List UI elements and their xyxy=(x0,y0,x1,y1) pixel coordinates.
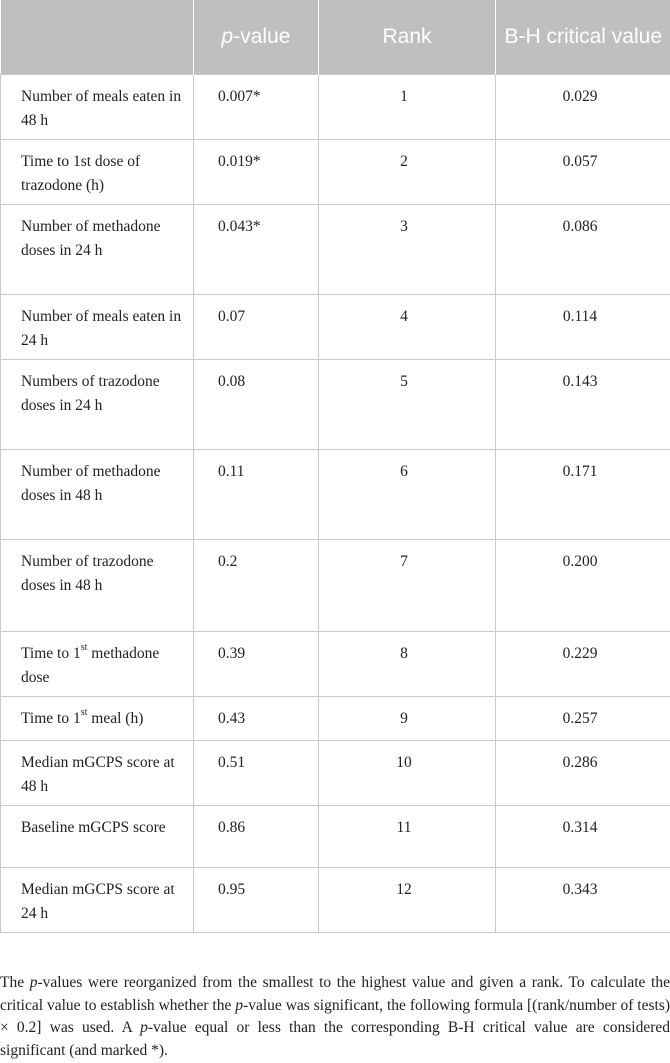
measure-text: Median mGCPS score at 24 h xyxy=(21,880,175,922)
cell-bh-critical: 0.057 xyxy=(496,139,670,204)
cell-p-value: 0.95 xyxy=(194,867,319,932)
cell-p-value: 0.08 xyxy=(194,359,319,449)
header-p-rest: -value xyxy=(233,24,291,48)
table-row xyxy=(1,294,670,359)
cell-rank: 8 xyxy=(319,631,496,696)
footnote-p3-text: -value equal or less than the corresponding B-H critical value are considered significant (and marked *). xyxy=(0,1019,670,1060)
cell-bh-critical: 0.171 xyxy=(496,449,670,539)
cell-p-value: 0.43 xyxy=(194,696,319,740)
footnote-p1-italic: p xyxy=(29,974,38,991)
cell-measure xyxy=(1,359,194,449)
table-row xyxy=(1,696,670,740)
measure-text: Number of trazodone doses in 48 h xyxy=(21,552,154,594)
cell-measure xyxy=(1,539,194,631)
table-row xyxy=(1,631,670,696)
measure-superscript: st xyxy=(80,642,88,654)
cell-rank: 3 xyxy=(319,204,496,294)
measure-text: Numbers of trazodone doses in 24 h xyxy=(21,372,160,414)
cell-measure xyxy=(1,74,194,139)
cell-rank: 11 xyxy=(319,805,496,867)
cell-bh-critical: 0.200 xyxy=(496,539,670,631)
header-bh-critical: B-H critical value xyxy=(504,24,663,48)
cell-measure xyxy=(1,740,194,805)
table-row xyxy=(1,74,670,139)
cell-rank: 9 xyxy=(319,696,496,740)
header-p-italic: p xyxy=(221,24,234,48)
cell-rank: 2 xyxy=(319,139,496,204)
table-body xyxy=(1,74,670,932)
footnote-p1-text: -values were reorganized from the smallest to the highest value and given a rank. To calculate the critical value to establish whether the xyxy=(0,974,670,1014)
measure-text: Number of meals eaten in 48 h xyxy=(21,87,182,129)
measure-superscript: st xyxy=(80,707,88,719)
measure-text: Time to 1 xyxy=(21,709,81,727)
header-rank: Rank xyxy=(319,0,496,74)
cell-p-value: 0.11 xyxy=(194,449,319,539)
table-row xyxy=(1,867,670,932)
cell-bh-critical: 0.029 xyxy=(496,74,670,139)
cell-rank: 12 xyxy=(319,867,496,932)
cell-bh-critical: 0.343 xyxy=(496,867,670,932)
cell-rank: 7 xyxy=(319,539,496,631)
header-p-value xyxy=(194,0,319,74)
measure-text: Number of methadone doses in 24 h xyxy=(21,217,161,259)
measure-text: Number of methadone doses in 48 h xyxy=(21,462,161,504)
measure-text: Time to 1st dose of trazodone (h) xyxy=(21,152,141,194)
cell-measure xyxy=(1,696,194,740)
cell-p-value: 0.07 xyxy=(194,294,319,359)
cell-bh-critical: 0.143 xyxy=(496,359,670,449)
cell-measure xyxy=(1,805,194,867)
cell-p-value: 0.019* xyxy=(194,139,319,204)
cell-rank: 4 xyxy=(319,294,496,359)
table-row xyxy=(1,359,670,449)
cell-bh-critical: 0.257 xyxy=(496,696,670,740)
cell-measure xyxy=(1,631,194,696)
measure-text: Baseline mGCPS score xyxy=(21,818,166,836)
measure-tail: meal (h) xyxy=(87,709,144,727)
cell-bh-critical: 0.086 xyxy=(496,204,670,294)
cell-p-value: 0.86 xyxy=(194,805,319,867)
table-row xyxy=(1,204,670,294)
cell-bh-critical: 0.229 xyxy=(496,631,670,696)
cell-p-value: 0.39 xyxy=(194,631,319,696)
table-row xyxy=(1,539,670,631)
table-footnote xyxy=(0,972,670,1063)
footnote-lead: The xyxy=(0,974,30,991)
measure-text: Time to 1 xyxy=(21,644,81,662)
cell-measure xyxy=(1,139,194,204)
header-measure xyxy=(1,0,194,74)
cell-p-value: 0.2 xyxy=(194,539,319,631)
cell-p-value: 0.007* xyxy=(194,74,319,139)
table-row xyxy=(1,139,670,204)
cell-bh-critical: 0.286 xyxy=(496,740,670,805)
cell-rank: 5 xyxy=(319,359,496,449)
table-header-row xyxy=(1,0,670,74)
measure-text: Median mGCPS score at 48 h xyxy=(21,753,175,795)
table-row xyxy=(1,805,670,867)
cell-rank: 6 xyxy=(319,449,496,539)
cell-rank: 10 xyxy=(319,740,496,805)
measure-text: Number of meals eaten in 24 h xyxy=(21,307,182,349)
cell-measure xyxy=(1,867,194,932)
footnote-p3-italic: p xyxy=(140,1019,148,1037)
footnote-p2-italic: p xyxy=(235,996,244,1014)
cell-p-value: 0.043* xyxy=(194,204,319,294)
footnote-p2-text: -value was significant, the following formula [(rank/number of tests) × 0.2] was used. A xyxy=(0,996,670,1037)
measure-tail: methadone dose xyxy=(21,644,160,686)
cell-measure xyxy=(1,294,194,359)
cell-measure xyxy=(1,204,194,294)
cell-bh-critical: 0.114 xyxy=(496,294,670,359)
cell-rank: 1 xyxy=(319,74,496,139)
table-row xyxy=(1,740,670,805)
cell-measure xyxy=(1,449,194,539)
cell-bh-critical: 0.314 xyxy=(496,805,670,867)
table-row xyxy=(1,449,670,539)
cell-p-value: 0.51 xyxy=(194,740,319,805)
